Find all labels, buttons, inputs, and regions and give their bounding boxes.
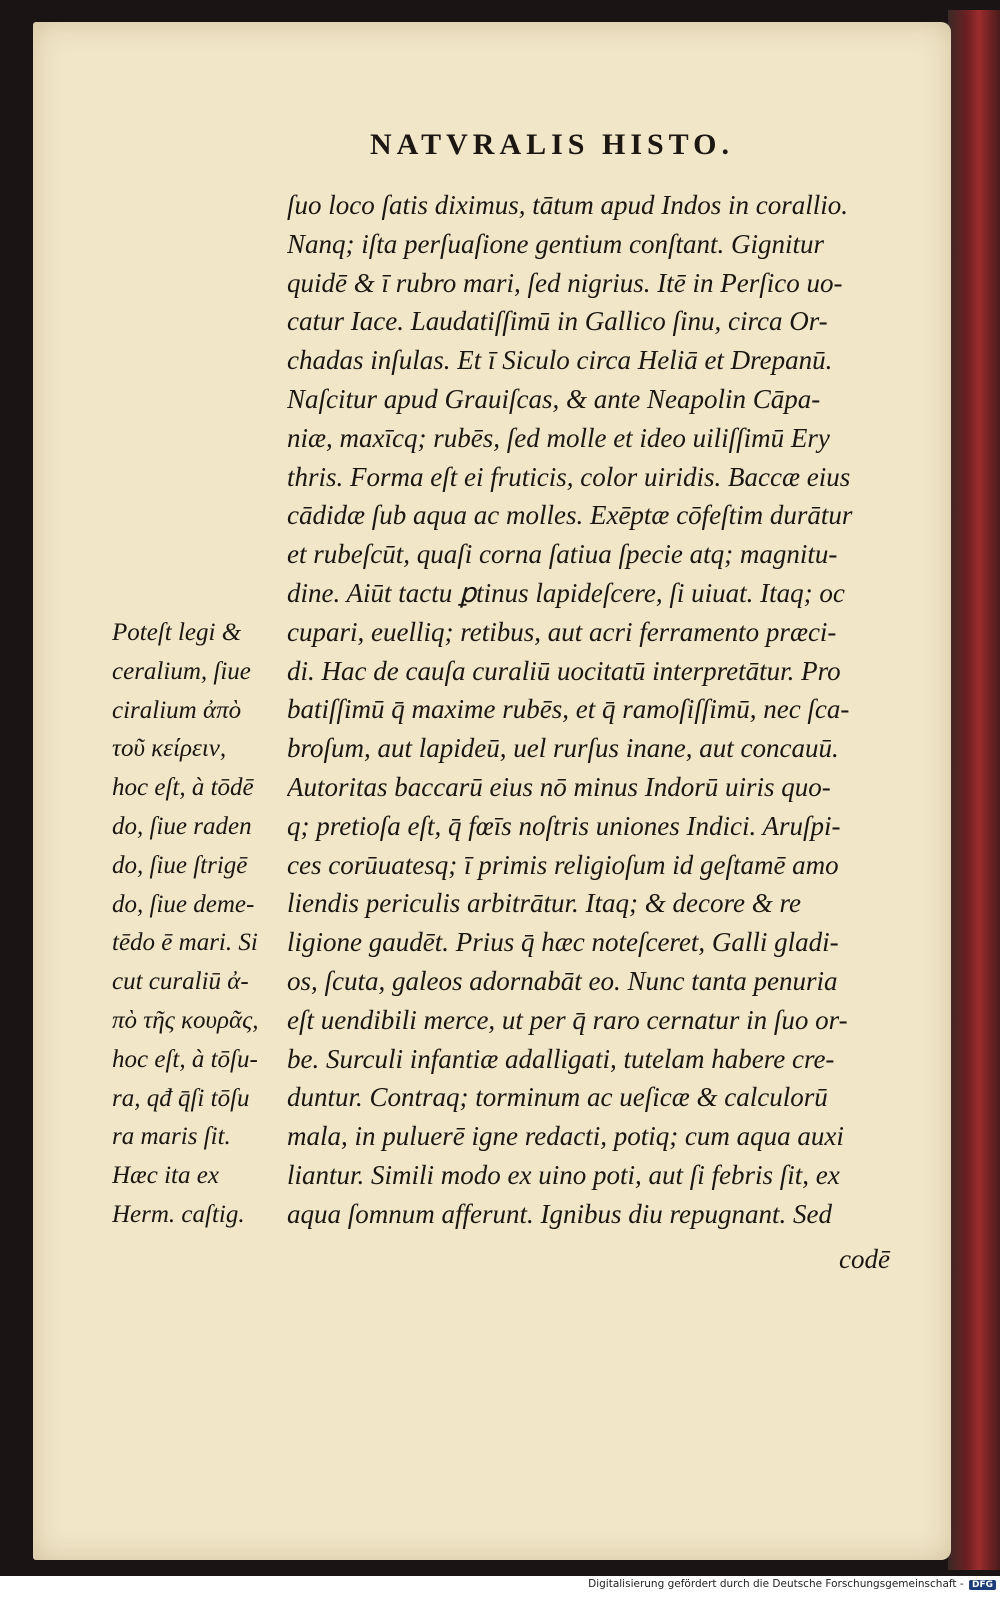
text-line: ces corūuatesq; ī primis religioſum id geſtamē amo [287, 849, 839, 880]
text-line: eſt uendibili merce, ut per q̄ raro cernatur in ſuo or- [287, 1004, 848, 1035]
text-line: broſum, aut lapideū, uel rurſus inane, aut concauū. [287, 733, 839, 764]
text-line: Autoritas baccarū eius nō minus Indorū uiris quo- [287, 771, 831, 802]
margin-line: cut curaliū ἀ- [112, 968, 249, 996]
margin-line: Herm. caſtig. [112, 1200, 245, 1228]
text-line: chadas inſulas. Et ī Siculo circa Heliā et Drepanū. [287, 345, 833, 376]
text-line: catur Iace. Laudatiſſimū in Gallico ſinu, circa Or- [287, 306, 828, 337]
text-line: cādidæ ſub aqua ac molles. Exēptæ cōfeſtim durātur [287, 500, 853, 531]
credit-text: Digitalisierung gefördert durch die Deutsche Forschungsgemeinschaft - [588, 1578, 964, 1590]
text-line: mala, in puluerē igne redacti, potiq; cum aqua auxi [287, 1121, 844, 1152]
text-line: liantur. Simili modo ex uino poti, aut ſi febris ſit, ex [287, 1159, 840, 1190]
margin-line: ra maris ſit. [112, 1123, 231, 1151]
text-line: et rubeſcūt, quaſi corna ſatiua ſpecie atq; magnitu- [287, 539, 838, 570]
text-line: quidē & ī rubro mari, ſed nigrius. Itē in Perſico uo- [287, 267, 843, 298]
margin-line: hoc eſt, à tōſu- [112, 1045, 258, 1073]
text-line: di. Hac de cauſa curaliū uocitatū interpretātur. Pro [287, 655, 841, 686]
margin-line: Poteſt legi & [112, 619, 242, 646]
margin-line: hoc eſt, à tōdē [112, 774, 254, 802]
running-head: NATVRALIS HISTO. [370, 128, 734, 161]
text-line: be. Surculi infantiæ adalligati, tutelam habere cre- [287, 1043, 835, 1074]
text-line: aqua ſomnum afferunt. Ignibus diu repugnant. Sed [287, 1198, 832, 1229]
margin-line: πὸ τῆς κουρᾶς, [112, 1006, 259, 1034]
margin-line: τοῦ κείρειν, [112, 735, 227, 763]
text-line: thris. Forma eſt ei fruticis, color uiridis. Baccæ eius [287, 461, 851, 492]
text-line: q; pretioſa eſt, q̄ fœīs noſtris uniones Indici. Aruſpi- [287, 810, 841, 841]
margin-line: do, ſiue deme- [112, 890, 255, 918]
text-line: dine. Aiūt tactu ꝑtinus lapideſcere, ſi uiuat. Itaq; oc [287, 577, 845, 608]
dfg-logo: DFG [969, 1580, 996, 1590]
margin-line: ceralium, ſiue [112, 657, 251, 685]
text-line: batiſſimū q̄ maxime rubēs, et q̄ ramoſiſſimū, nec ſca- [287, 694, 850, 725]
text-line: Nanq; iſta perſuaſione gentium conſtant. Gignitur [287, 228, 824, 259]
margin-line: tēdo ē mari. Si [112, 929, 258, 957]
margin-line: do, ſiue ſtrigē [112, 851, 248, 879]
main-text-column [287, 186, 887, 1234]
margin-line: ciralium ἀπὸ [112, 696, 242, 724]
text-line: duntur. Contraq; torminum ac ueſicæ & calculorū [287, 1082, 828, 1113]
book-edge [948, 10, 1000, 1570]
text-line: niæ, maxīcq; rubēs, ſed molle et ideo uiliſſimū Ery [287, 422, 830, 453]
text-line: ſuo loco ſatis diximus, tātum apud Indos in corallio. [287, 190, 848, 220]
margin-line: Hæc ita ex [112, 1162, 219, 1190]
marginal-note [112, 614, 282, 1235]
margin-line: ra, qđ q̄ſi tōſu [112, 1084, 250, 1112]
digitization-credit [560, 1578, 996, 1590]
text-line: Naſcitur apud Grauiſcas, & ante Neapolin Cāpa- [287, 383, 821, 414]
text-line: liendis periculis arbitrātur. Itaq; & decore & re [287, 888, 801, 919]
margin-line: do, ſiue raden [112, 812, 252, 840]
catchword: codē [839, 1244, 890, 1274]
text-line: ligione gaudēt. Prius q̄ hæc noteſceret, Galli gladi- [287, 927, 839, 958]
text-line: os, ſcuta, galeos adornabāt eo. Nunc tanta penuria [287, 965, 838, 996]
text-line: cupari, euelliq; retibus, aut acri ferramento præci- [287, 616, 837, 647]
